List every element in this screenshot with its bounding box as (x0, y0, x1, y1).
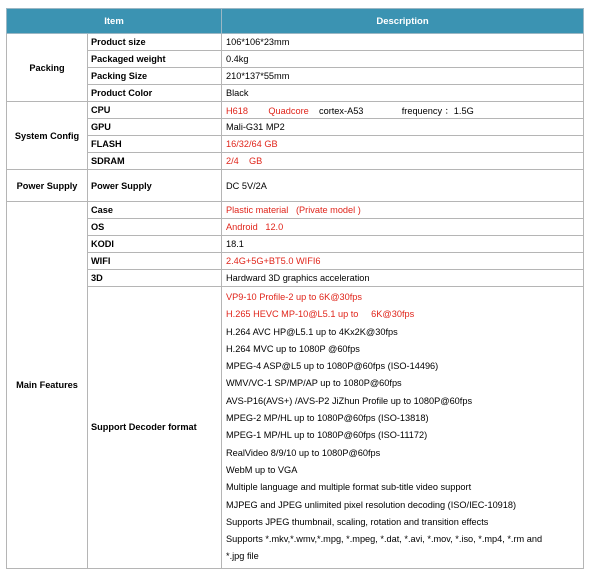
row-value: 16/32/64 GB (222, 136, 584, 153)
row-value: 210*137*55mm (222, 68, 584, 85)
row-value: Hardward 3D graphics acceleration (222, 270, 584, 287)
decoder-line: *.jpg file (226, 551, 259, 562)
table-row (7, 287, 584, 569)
row-label: Support Decoder format (88, 287, 222, 569)
row-label: 3D (88, 270, 222, 287)
decoder-line: Supports JPEG thumbnail, scaling, rotation and transition effects (226, 516, 489, 527)
group-system-config: System Config (7, 102, 88, 170)
row-label: OS (88, 219, 222, 236)
table-row (7, 136, 584, 153)
row-label: FLASH (88, 136, 222, 153)
row-label: SDRAM (88, 153, 222, 170)
header-description: Description (222, 9, 584, 34)
row-label: Product size (88, 34, 222, 51)
decoder-line: VP9-10 Profile-2 up to 6K@30fps (226, 292, 363, 302)
group-main-features: Main Features (7, 202, 88, 569)
table-row (7, 68, 584, 85)
cpu-cores: Quadcore (268, 106, 309, 116)
decoder-line: Multiple language and multiple format sub-title video support (226, 482, 472, 493)
table-row (7, 236, 584, 253)
row-value: 2.4G+5G+BT5.0 WIFI6 (222, 253, 584, 270)
row-label: CPU (88, 102, 222, 119)
cpu-value (222, 102, 584, 119)
decoder-line: H.265 HEVC MP-10@L5.1 up to 6K@30fps (226, 309, 415, 320)
decoder-line: H.264 AVC HP@L5.1 up to 4Kx2K@30fps (226, 326, 398, 337)
table-header (7, 9, 584, 34)
row-label: KODI (88, 236, 222, 253)
row-value: DC 5V/2A (222, 170, 584, 202)
decoder-line: H.264 MVC up to 1080P @60fps (226, 343, 360, 354)
spec-table (6, 8, 584, 569)
decoder-line: WMV/VC-1 SP/MP/AP up to 1080P@60fps (226, 378, 402, 389)
row-label: Product Color (88, 85, 222, 102)
table-row (7, 153, 584, 170)
table-row (7, 34, 584, 51)
table-row (7, 253, 584, 270)
cpu-frequency: frequency ：1.5G (401, 106, 474, 116)
decoder-line: WebM up to VGA (226, 464, 298, 475)
cpu-model: H618 (226, 106, 248, 116)
row-value: 106*106*23mm (222, 34, 584, 51)
row-value: Plastic material (Private model ) (222, 202, 584, 219)
row-label: Case (88, 202, 222, 219)
table-row (7, 102, 584, 119)
decoder-line: AVS-P16(AVS+) /AVS-P2 JiZhun Profile up to 1080P@60fps (226, 395, 473, 406)
group-packing: Packing (7, 34, 88, 102)
table-row (7, 51, 584, 68)
decoder-line: MJPEG and JPEG unlimited pixel resolution decoding (ISO/IEC-10918) (226, 499, 517, 510)
decoder-line: Supports *.mkv,*.wmv,*.mpg, *.mpeg, *.dat, *.avi, *.mov, *.iso, *.mp4, *.rm and (226, 534, 543, 545)
decoder-line: RealVideo 8/9/10 up to 1080P@60fps (226, 447, 381, 458)
cpu-arch: cortex-A53 (318, 106, 364, 116)
row-label: Power Supply (88, 170, 222, 202)
decoder-line: MPEG-2 MP/HL up to 1080P@60fps (ISO-13818) (226, 413, 429, 424)
table-row (7, 170, 584, 202)
table-row (7, 219, 584, 236)
row-label: GPU (88, 119, 222, 136)
row-value: Mali-G31 MP2 (222, 119, 584, 136)
decoder-line: MPEG-1 MP/HL up to 1080P@60fps (ISO-11172) (226, 430, 428, 441)
row-value: 18.1 (222, 236, 584, 253)
row-label: Packing Size (88, 68, 222, 85)
table-row (7, 119, 584, 136)
table-row (7, 202, 584, 219)
row-value: Android 12.0 (222, 219, 584, 236)
table-row (7, 85, 584, 102)
decoder-list (222, 287, 584, 569)
row-value: 2/4 GB (222, 153, 584, 170)
decoder-line: MPEG-4 ASP@L5 up to 1080P@60fps (ISO-14496) (226, 361, 439, 372)
row-label: WIFI (88, 253, 222, 270)
group-power-supply: Power Supply (7, 170, 88, 202)
row-label: Packaged weight (88, 51, 222, 68)
row-value: 0.4kg (222, 51, 584, 68)
header-item: Item (7, 9, 222, 34)
row-value: Black (222, 85, 584, 102)
table-row (7, 270, 584, 287)
